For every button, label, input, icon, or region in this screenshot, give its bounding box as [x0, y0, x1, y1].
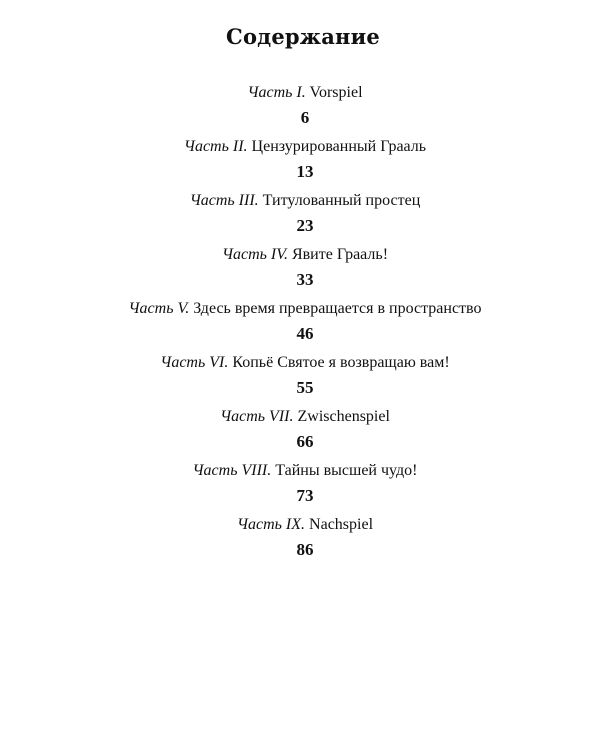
toc-part-label: Часть III. — [189, 192, 259, 209]
toc-chapter-title: Титулованный простец — [262, 192, 421, 209]
toc-entry — [0, 404, 600, 458]
toc-entry — [0, 80, 600, 134]
toc-page-number: 33 — [296, 270, 314, 289]
toc-entry — [0, 512, 600, 566]
toc-entry — [0, 134, 600, 188]
toc-part-label: Часть V. — [128, 300, 190, 317]
toc-entry — [0, 296, 600, 350]
toc-heading — [10, 242, 600, 268]
toc-chapter-title: Тайны высшей чудо! — [275, 462, 418, 479]
toc-entry — [0, 350, 600, 404]
toc-page-number: 13 — [296, 162, 314, 181]
toc-chapter-title: Zwischenspiel — [297, 408, 390, 425]
toc-part-label: Часть I. — [247, 84, 306, 101]
page-title: Содержание — [226, 24, 380, 49]
toc-page-number: 46 — [296, 324, 314, 343]
toc-entry — [0, 242, 600, 296]
toc-entry — [0, 188, 600, 242]
toc-part-label: Часть IX. — [236, 516, 306, 533]
toc-heading — [10, 404, 600, 430]
table-of-contents — [0, 80, 600, 566]
toc-heading — [10, 458, 600, 484]
toc-heading — [10, 80, 600, 106]
toc-chapter-title: Nachspiel — [309, 516, 374, 533]
toc-part-label: Часть II. — [183, 138, 248, 155]
toc-part-label: Часть VII. — [220, 408, 294, 425]
toc-heading — [10, 188, 600, 214]
toc-heading — [10, 134, 600, 160]
toc-page-number: 73 — [296, 486, 314, 505]
toc-page-number: 23 — [296, 216, 314, 235]
toc-heading — [10, 512, 600, 538]
toc-part-label: Часть VI. — [160, 354, 229, 371]
toc-chapter-title: Копьё Святое я возвращаю вам! — [232, 354, 450, 371]
toc-page-number: 55 — [296, 378, 314, 397]
toc-entry — [0, 458, 600, 512]
toc-heading — [10, 350, 600, 376]
toc-part-label: Часть IV. — [221, 246, 288, 263]
toc-page-number: 86 — [296, 540, 314, 559]
toc-chapter-title: Цензурированный Грааль — [251, 138, 427, 155]
toc-chapter-title: Здесь время превращается в пространство — [193, 300, 482, 317]
toc-page-number: 6 — [300, 108, 310, 127]
toc-page-number: 66 — [296, 432, 314, 451]
toc-chapter-title: Явите Грааль! — [291, 246, 389, 263]
toc-chapter-title: Vorspiel — [309, 84, 363, 101]
toc-heading — [10, 296, 600, 322]
toc-part-label: Часть VIII. — [192, 462, 272, 479]
